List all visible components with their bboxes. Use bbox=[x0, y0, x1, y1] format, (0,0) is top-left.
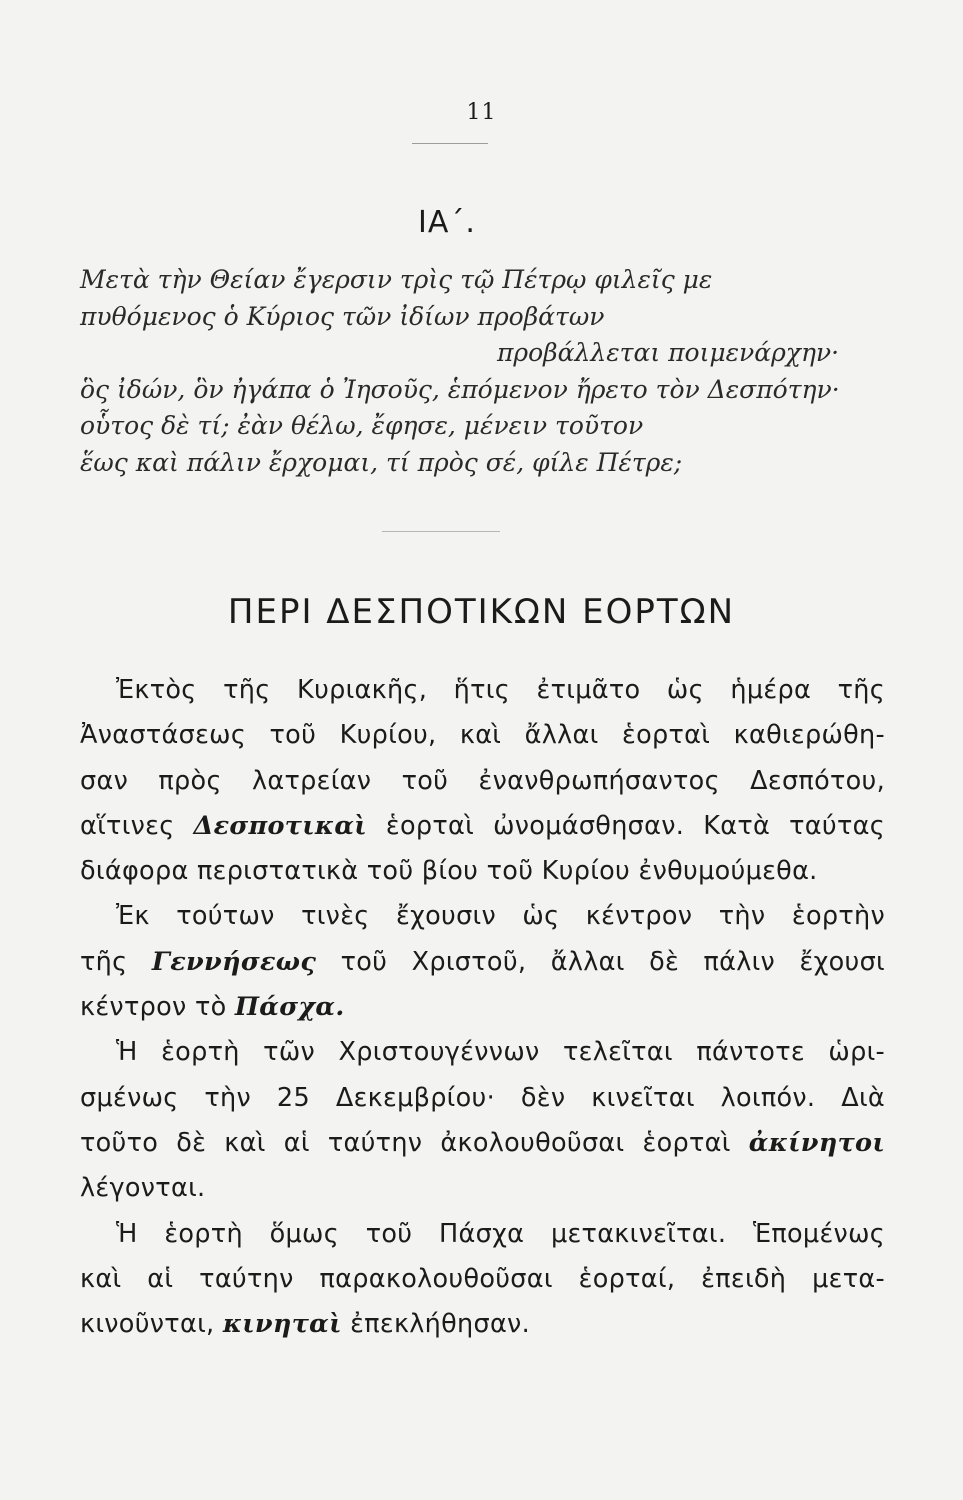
text-line: Ἡ ἑορτὴ τῶν Χριστουγέννων τελεῖται πάντοτε ὡρι- bbox=[116, 1037, 885, 1068]
text-line bbox=[80, 1121, 885, 1166]
body-text bbox=[80, 668, 885, 1347]
text-span: κινοῦνται, bbox=[80, 1309, 223, 1340]
poem-line: ὃς ἰδών, ὃν ἠγάπα ὁ Ἰησοῦς, ἑπόμενον ἤρετο τὸν Δεσπότην· bbox=[80, 374, 840, 404]
page-number-rule bbox=[412, 143, 488, 144]
text-line bbox=[80, 804, 885, 849]
text-line bbox=[80, 940, 885, 985]
poem-block bbox=[80, 262, 890, 481]
chapter-heading: ΠΕΡΙ ΔΕΣΠΟΤΙΚΩΝ ΕΟΡΤΩΝ bbox=[227, 592, 736, 632]
text-span: τοῦ Χριστοῦ, ἄλλαι δὲ πάλιν ἔχουσι bbox=[316, 946, 885, 977]
text-line: διάφορα περιστατικὰ τοῦ βίου τοῦ Κυρίου ἐνθυμούμεθα. bbox=[80, 856, 818, 887]
text-line: Ἐκ τούτων τινὲς ἔχουσιν ὡς κέντρον τὴν ἑορτὴν bbox=[116, 901, 885, 932]
emphasized-term: Πάσχα. bbox=[234, 992, 345, 1023]
text-line: Ἡ ἑορτὴ ὅμως τοῦ Πάσχα μετακινεῖται. Ἑπομένως bbox=[116, 1218, 885, 1249]
page-number: 11 bbox=[466, 100, 497, 125]
emphasized-term: ἀκίνητοι bbox=[748, 1127, 885, 1158]
section-marker: ΙΑ΄. bbox=[418, 205, 476, 240]
poem-line: ἕως καὶ πάλιν ἔρχομαι, τί πρὸς σέ, φίλε Πέτρε; bbox=[80, 447, 683, 477]
poem-line: προβάλλεται ποιμενάρχην· bbox=[497, 338, 840, 367]
text-span: τῆς bbox=[80, 946, 152, 977]
text-line: σμένως τὴν 25 Δεκεμβρίου· δὲν κινεῖται λοιπόν. Διὰ bbox=[80, 1082, 885, 1113]
emphasized-term: Γεννήσεως bbox=[151, 946, 317, 977]
section-divider bbox=[382, 531, 500, 532]
poem-line: οὗτος δὲ τί; ἐὰν θέλω, ἔφησε, μένειν τοῦτον bbox=[80, 411, 644, 440]
text-line bbox=[80, 1302, 885, 1347]
poem-line: πυθόμενος ὁ Κύριος τῶν ἰδίων προβάτων bbox=[80, 301, 605, 331]
text-line: Ἀναστάσεως τοῦ Κυρίου, καὶ ἄλλαι ἑορταὶ καθιερώθη- bbox=[80, 720, 885, 751]
text-line: καὶ αἱ ταύτην παρακολουθοῦσαι ἑορταί, ἐπειδὴ μετα- bbox=[80, 1263, 885, 1294]
text-line bbox=[80, 985, 885, 1030]
text-span: αἵτινες bbox=[80, 810, 194, 841]
poem-line: Μετὰ τὴν Θείαν ἔγερσιν τρὶς τῷ Πέτρῳ φιλεῖς με bbox=[80, 265, 713, 294]
text-span: ἑορταὶ ὠνομάσθησαν. Κατὰ ταύτας bbox=[366, 810, 885, 841]
emphasized-term: κινηταὶ bbox=[222, 1309, 342, 1340]
text-line: Ἐκτὸς τῆς Κυριακῆς, ἥτις ἐτιμᾶτο ὡς ἡμέρα τῆς bbox=[116, 675, 885, 705]
text-line: λέγονται. bbox=[80, 1173, 206, 1204]
text-span: ἐπεκλήθησαν. bbox=[341, 1309, 531, 1340]
emphasized-term: Δεσποτικαὶ bbox=[193, 810, 367, 841]
text-span: κέντρον τὸ bbox=[80, 992, 235, 1023]
text-line: σαν πρὸς λατρείαν τοῦ ἐνανθρωπήσαντος Δεσπότου, bbox=[80, 765, 885, 796]
text-span: τοῦτο δὲ καὶ αἱ ταύτην ἀκολουθοῦσαι ἑορταὶ bbox=[80, 1127, 749, 1158]
